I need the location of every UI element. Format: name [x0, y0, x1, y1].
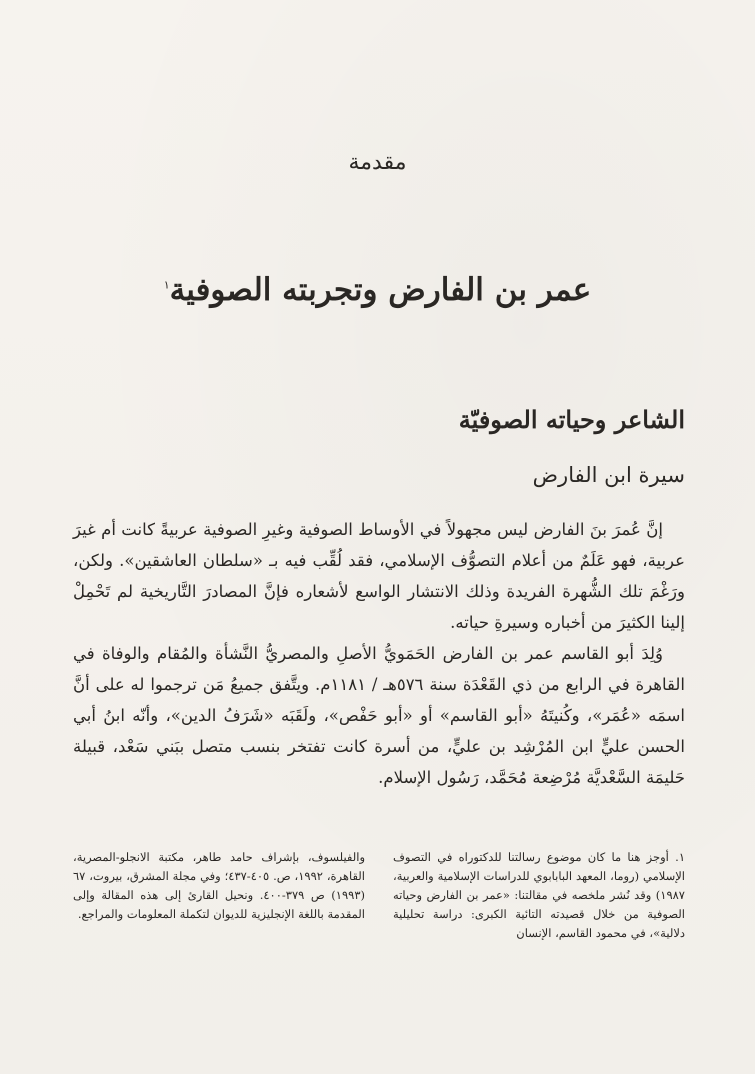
paragraph: وُلِدَ أبو القاسم عمر بن الفارض الحَمَويُّ الأصلِ والمصريُّ النَّشأة والمُقام والوفاة في القاهرة في الرابع من ذي القَعْدَة سنة ٥٧٦هـ / ١١٨١م. ويتَّفق جميعُ مَن ترجموا له على أنَّ اسمَه «عُمَر»، وكُنيتَهُ «أبو القاسم» أو «أبو حَفْص»، ولَقَبَه «شَرَفُ الدين»، وأنّه ابنُ أبي الحسن عليٍّ ابن المُرْشِد بن عليٍّ، من أسرة كانت تفتخر بنسب متصل ببَني سَعْد، قبيلة حَليمَة السَّعْديَّة مُرْضِعة مُحَمَّد، رَسُول الإسلام.: [73, 644, 685, 787]
section-title: الشاعر وحياته الصوفيّة: [458, 405, 685, 434]
footnote-text: والفيلسوف، بإشراف حامد طاهر، مكتبة الانجلو-المصرية، القاهرة، ١٩٩٢، ص. ٤٠٥-٤٣٧؛ وفي مجلة المشرق، بيروت، ٦٧ (١٩٩٣) ص ٣٧٩-٤٠٠. ونحيل القارئ إلى هذه المقالة وإلى المقدمة باللغة الإنجليزية للديوان لتكملة المعلومات والمراجع.: [73, 850, 366, 921]
footnotes: [73, 848, 685, 943]
footnote-text: ١. أوجز هنا ما كان موضوع رسالتنا للدكتوراه في التصوف الإسلامي (روما، المعهد البابابوي للدراسات الإسلامية والعربية، ١٩٨٧) وقد نُشر ملخصه في مقالتنا: «عمر بن الفارض وحياته الصوفية من خلال قصيدته التائية الكبرى: دراسة تحليلية دلالية»، في محمود القاسم، الإنسان: [393, 850, 685, 940]
footnote-marker: ١: [163, 278, 170, 292]
body-text: [73, 514, 685, 793]
subsection-title: سيرة ابن الفارض: [532, 463, 685, 487]
page-title-text: عمر بن الفارض وتجربته الصوفية: [169, 272, 592, 308]
paragraph: إنَّ عُمرَ بنَ الفارض ليس مجهولاً في الأوساط الصوفية وغيرِ الصوفية عربيةً كانت أم غيرَ عربية، فهو عَلَمٌ من أعلام التصوُّف الإسلامي، فقد لُقِّب فيه بـ «سلطان العاشقين». ولكن، ورَغْمَ تلك الشُّهرة الفريدة وذلك الانتشار الواسع لأشعاره فإنَّ المصادرَ التَّاريخية لم تَحْمِلْ إلينا الكثيرَ من أخباره وسيرةِ حياته.: [73, 520, 685, 632]
page-title: [0, 272, 755, 308]
footnote-column-right: [393, 848, 685, 943]
footnote-column-left: [73, 848, 365, 943]
pre-heading: مقدمة: [348, 150, 407, 175]
